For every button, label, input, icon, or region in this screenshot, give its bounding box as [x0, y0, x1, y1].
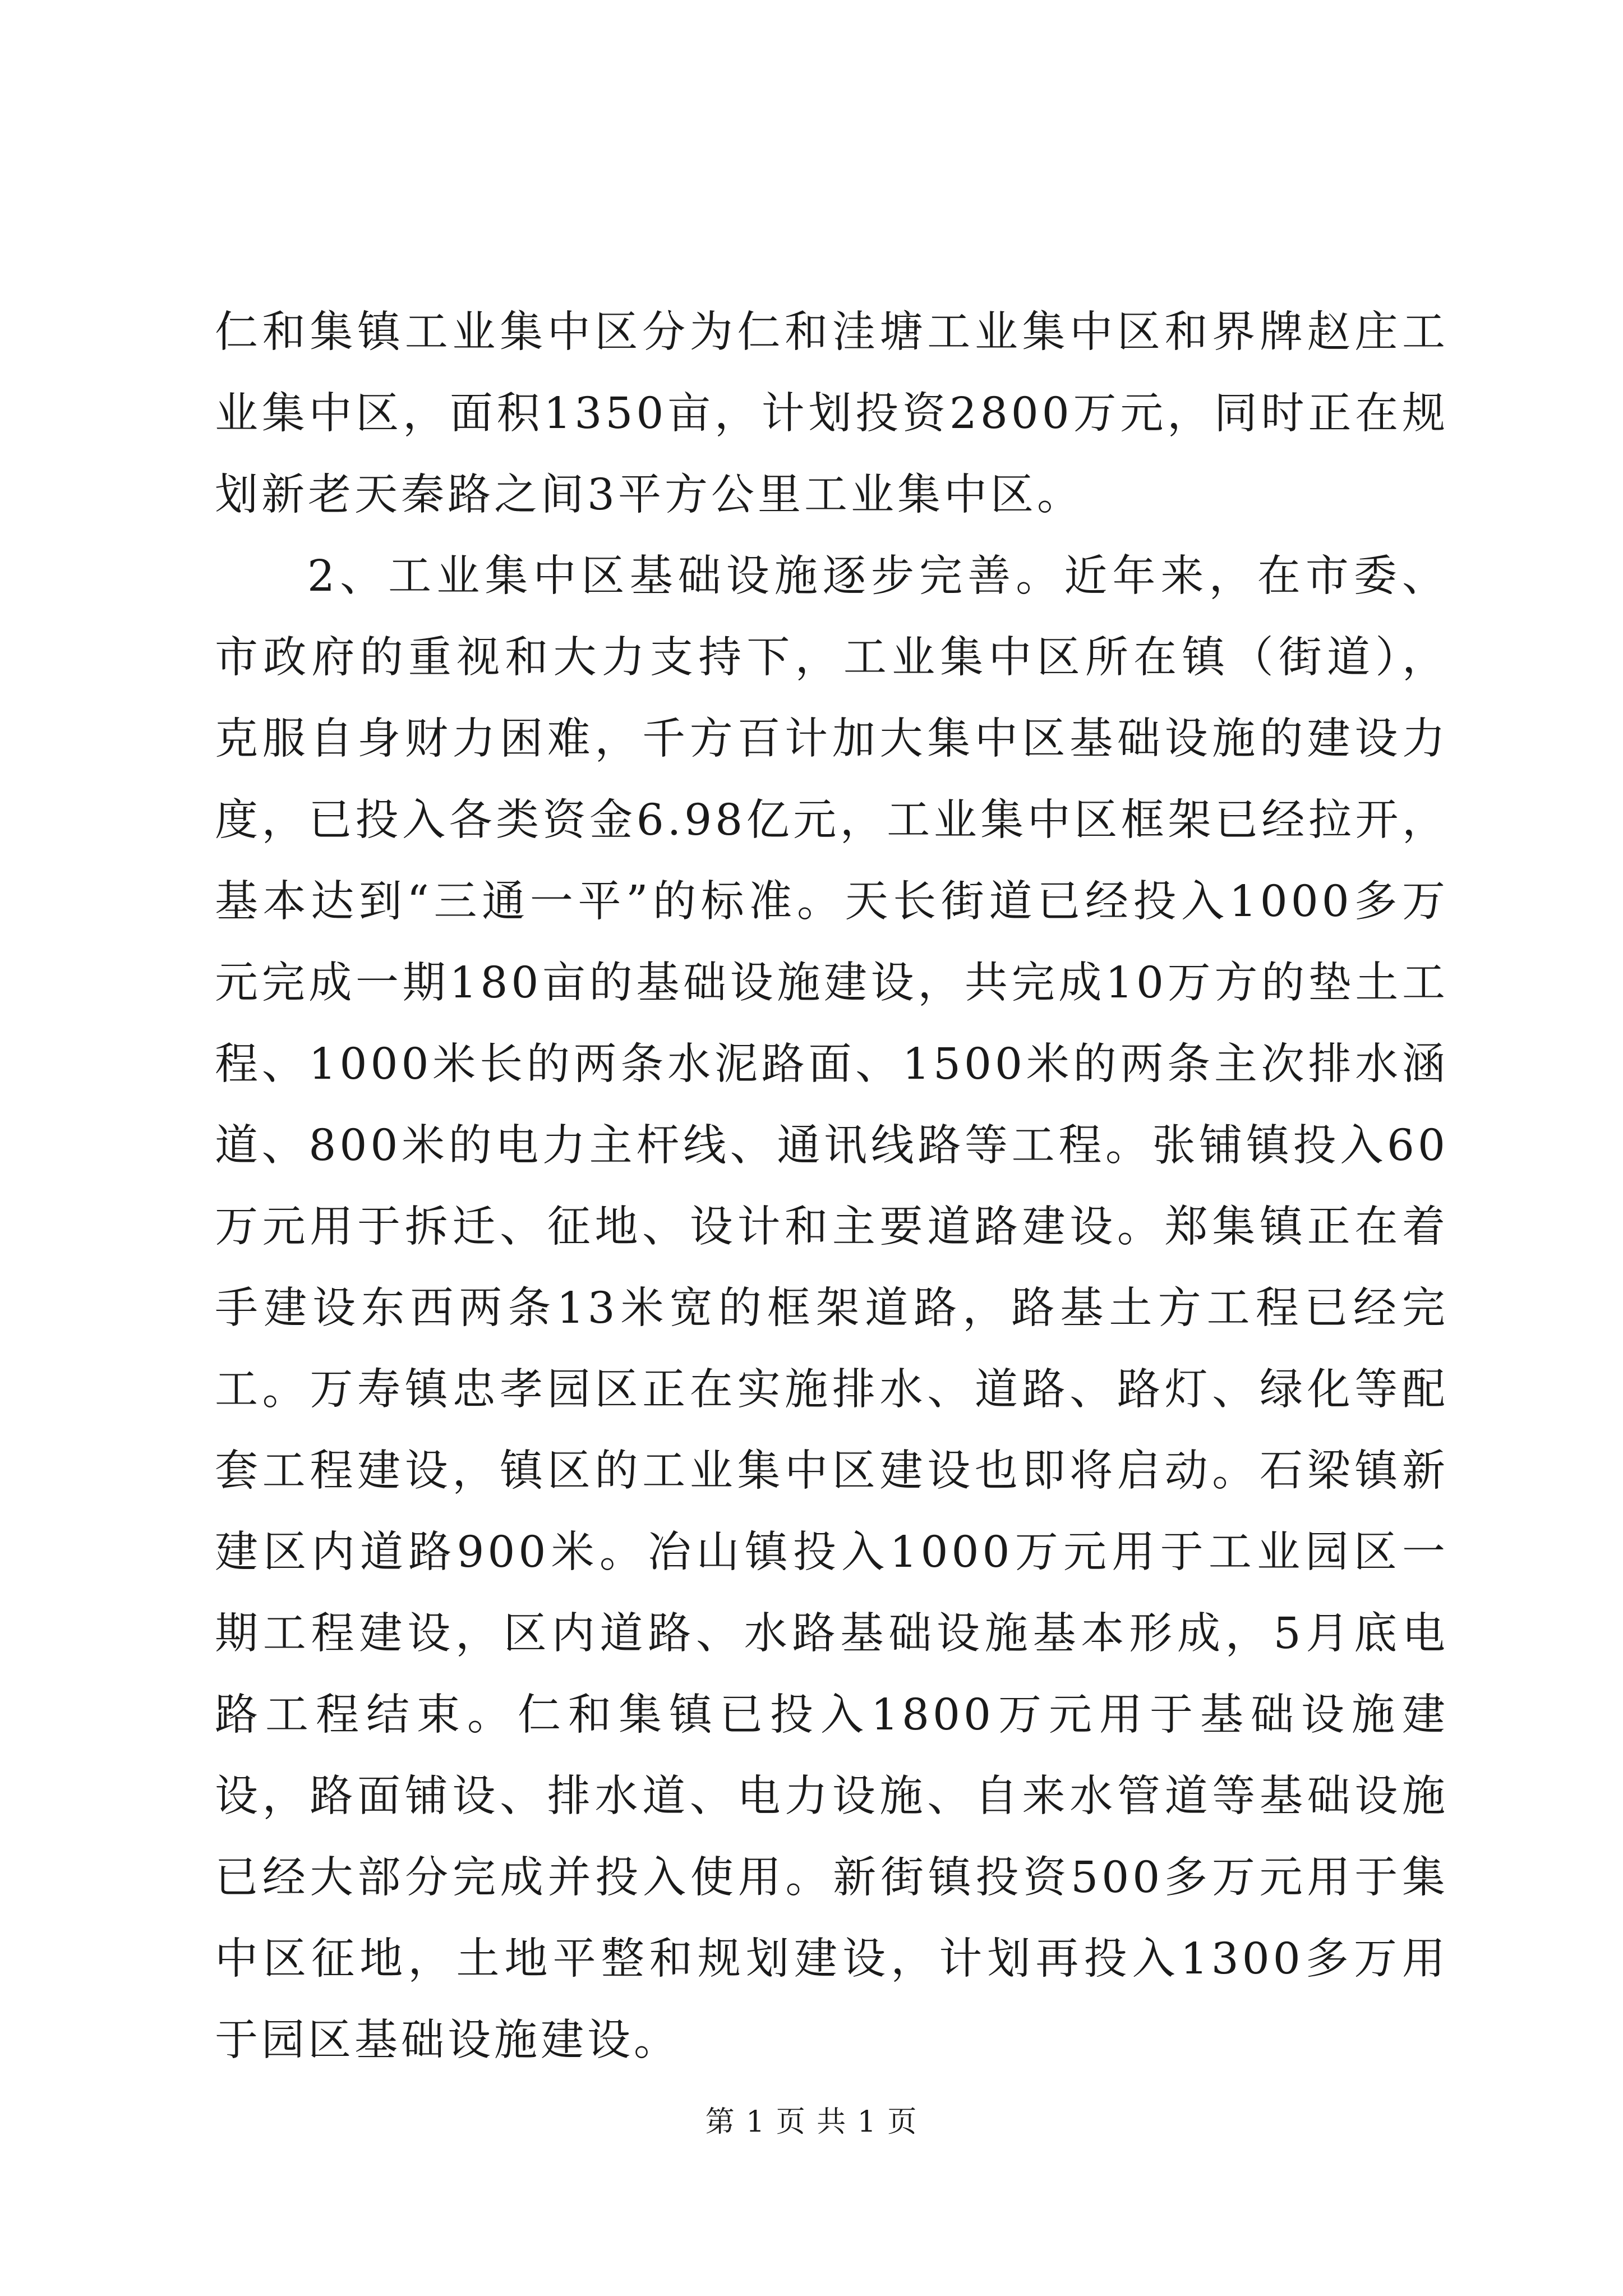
paragraph-1: 仁和集镇工业集中区分为仁和洼塘工业集中区和界牌赵庄工业集中区，面积1350亩，计划投资2800万元，同时正在规划新老天秦路之间3平方公里工业集中区。 [215, 307, 1449, 520]
document-body [215, 292, 1449, 2081]
page-footer: 第 1 页 共 1 页 [705, 2105, 918, 2139]
paragraph-2: 2、工业集中区基础设施逐步完善。近年来，在市委、市政府的重视和大力支持下，工业集中区所在镇（街道），克服自身财力困难，千方百计加大集中区基础设施的建设力度，已投入各类资金6.98亿元，工业集中区框架已经拉开，基本达到“三通一平”的标准。天长街道已经投入1000多万元完成一期180亩的基础设施建设，共完成10万方的垫土工程、1000米长的两条水泥路面、1500米的两条主次排水涵道、800米的电力主杆线、通讯线路等工程。张铺镇投入60万元用于拆迁、征地、设计和主要道路建设。郑集镇正在着手建设东西两条13米宽的框架道路，路基土方工程已经完工。万寿镇忠孝园区正在实施排水、道路、路灯、绿化等配套工程建设，镇区的工业集中区建设也即将启动。石梁镇新建区内道路900米。冶山镇投入1000万元用于工业园区一期工程建设，区内道路、水路基础设施基本形成，5月底电路工程结束。仁和集镇已投入1800万元用于基础设施建设，路面铺设、排水道、电力设施、自来水管道等基础设施已经大部分完成并投入使用。新街镇投资500多万元用于集中区征地，土地平整和规划建设，计划再投入1300多万用于园区基础设施建设。 [215, 551, 1449, 2065]
